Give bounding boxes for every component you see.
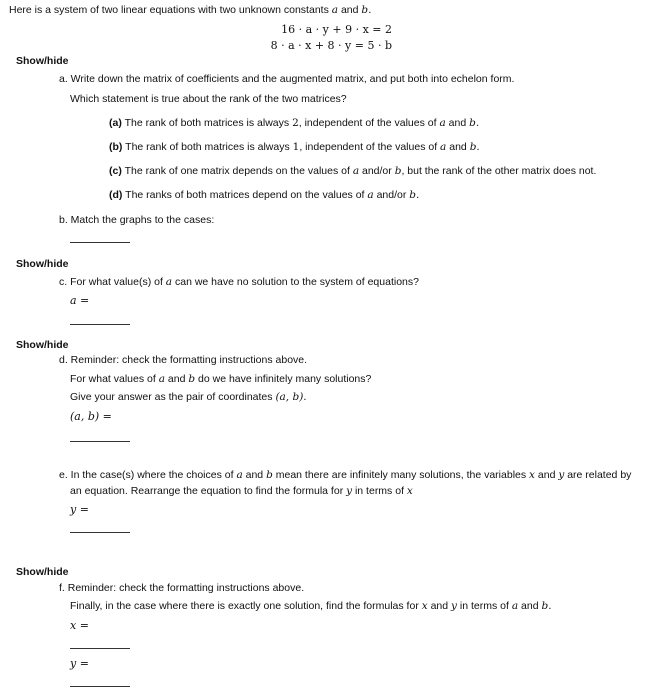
show-hide-toggle-4[interactable]: Show/hide (16, 566, 69, 578)
part-f-answer-x-blank[interactable] (70, 648, 130, 649)
part-e-answer-blank[interactable] (70, 532, 130, 533)
option-b[interactable]: (b) The rank of both matrices is always 1, independent of the values of a and b. (109, 141, 480, 153)
part-f-answer-y-blank[interactable] (70, 686, 130, 687)
part-f-reminder: f. Reminder: check the formatting instructions above. (59, 582, 305, 594)
part-f-question: Finally, in the case where there is exactly one solution, find the formulas for x and y in terms of a and b. (70, 600, 552, 612)
part-c-question: c. For what value(s) of a can we have no solution to the system of equations? (59, 276, 419, 288)
part-c-answer-label: a = (70, 294, 90, 307)
show-hide-toggle-2[interactable]: Show/hide (16, 258, 69, 270)
option-d[interactable]: (d) The ranks of both matrices depend on the values of a and/or b. (109, 189, 420, 201)
part-d-format-hint: Give your answer as the pair of coordinates (a, b). (70, 391, 307, 403)
show-hide-toggle-1[interactable]: Show/hide (16, 55, 69, 67)
part-d-answer-label: (a, b) = (70, 410, 112, 423)
part-f-answer-y-label: y = (70, 657, 89, 670)
part-b-answer-blank[interactable] (70, 242, 130, 243)
equation-2: 8 · a · x + 8 · y = 5 · b (270, 39, 392, 52)
part-e-answer-label: y = (70, 503, 89, 516)
part-a-instruction: a. Write down the matrix of coefficients and the augmented matrix, and put both into echelon form. (59, 73, 515, 85)
part-d-reminder: d. Reminder: check the formatting instructions above. (59, 354, 308, 366)
part-c-answer-blank[interactable] (70, 324, 130, 325)
part-e-question-line1: e. In the case(s) where the choices of a and b mean there are infinitely many solutions, the variables x and y are related by (59, 469, 632, 481)
part-f-answer-x-label: x = (70, 619, 89, 632)
part-e-question-line2: an equation. Rearrange the equation to find the formula for y in terms of x (70, 485, 413, 497)
part-b-text: b. Match the graphs to the cases: (59, 214, 215, 226)
part-a-question: Which statement is true about the rank of the two matrices? (70, 93, 347, 105)
option-a[interactable]: (a) The rank of both matrices is always 2, independent of the values of a and b. (109, 117, 480, 129)
part-d-question: For what values of a and b do we have infinitely many solutions? (70, 373, 372, 385)
option-c[interactable]: (c) The rank of one matrix depends on the values of a and/or b, but the rank of the other matrix does not. (109, 165, 597, 177)
intro-text: Here is a system of two linear equations with two unknown constants a and b. (9, 4, 372, 16)
part-d-answer-blank[interactable] (70, 441, 130, 442)
equation-1: 16 · a · y + 9 · x = 2 (281, 23, 392, 36)
show-hide-toggle-3[interactable]: Show/hide (16, 339, 69, 351)
